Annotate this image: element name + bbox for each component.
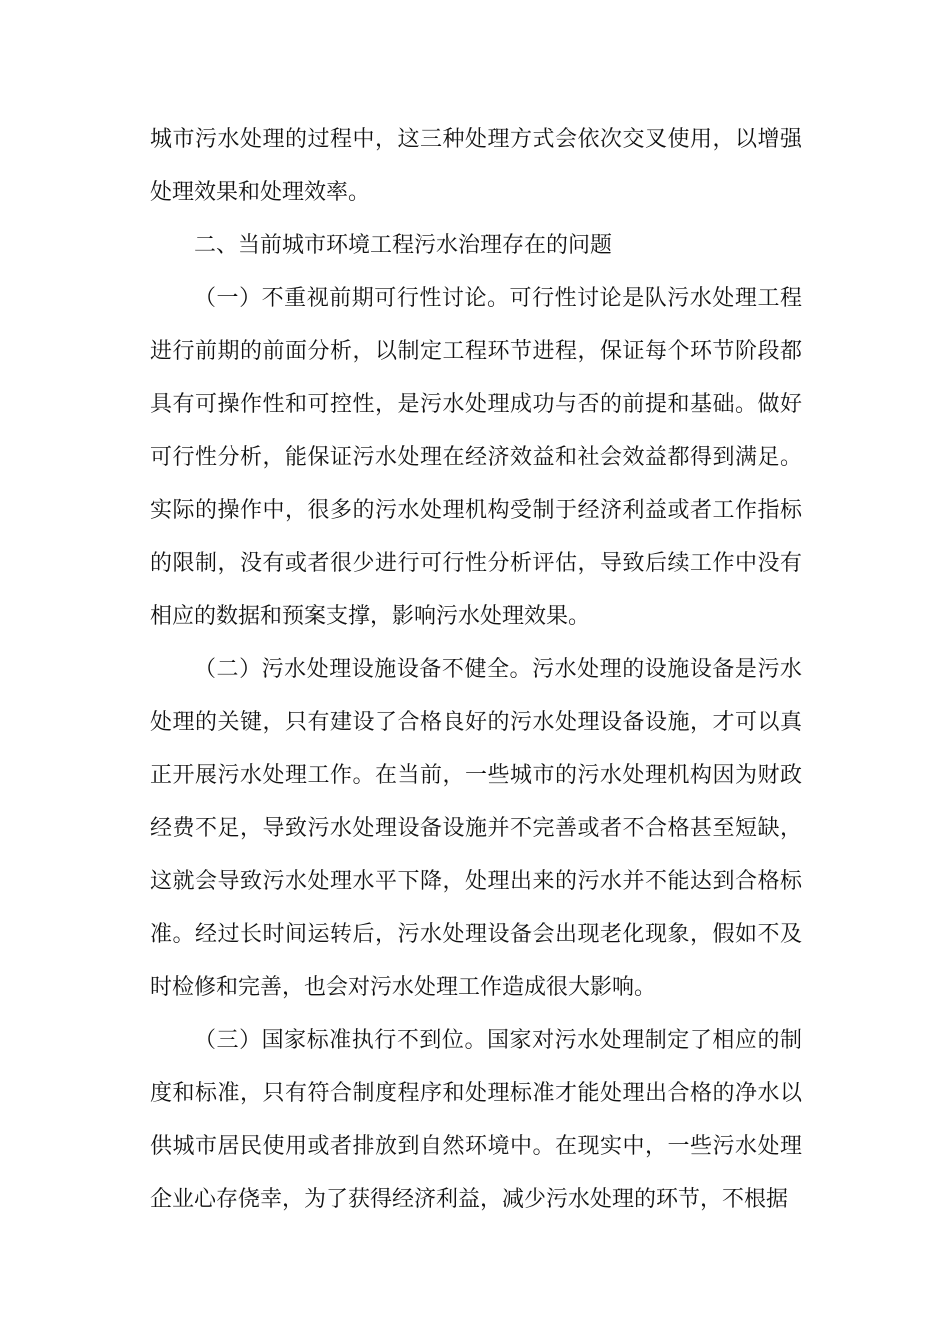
paragraph-feasibility: （一）不重视前期可行性讨论。可行性讨论是队污水处理工程进行前期的前面分析，以制定工程环节进程，保证每个环节阶段都具有可操作性和可控性，是污水处理成功与否的前提和基础。做好可行性分析，能保证污水处理在经济效益和社会效益都得到满足。实际的操作中，很多的污水处理机构受制于经济利益或者工作指标的限制，没有或者很少进行可行性分析评估，导致后续工作中没有相应的数据和预案支撑，影响污水处理效果。: [150, 286, 802, 629]
paragraph-continuation: 城市污水处理的过程中，这三种处理方式会依次交叉使用，以增强处理效果和处理效率。: [150, 127, 802, 205]
section-heading: 二、当前城市环境工程污水治理存在的问题: [194, 233, 613, 258]
document-body: [150, 113, 802, 1226]
paragraph-equipment: （二）污水处理设施设备不健全。污水处理的设施设备是污水处理的关键，只有建设了合格良好的污水处理设备设施，才可以真正开展污水处理工作。在当前，一些城市的污水处理机构因为财政经费不足，导致污水处理设备设施并不完善或者不合格甚至短缺，这就会导致污水处理水平下降，处理出来的污水并不能达到合格标准。经过长时间运转后，污水处理设备会出现老化现象，假如不及时检修和完善，也会对污水处理工作造成很大影响。: [150, 657, 802, 1000]
paragraph-standards: （三）国家标准执行不到位。国家对污水处理制定了相应的制度和标准，只有符合制度程序和处理标准才能处理出合格的净水以供城市居民使用或者排放到自然环境中。在现实中，一些污水处理企业心存侥幸，为了获得经济利益，减少污水处理的环节，不根据: [150, 1028, 802, 1212]
